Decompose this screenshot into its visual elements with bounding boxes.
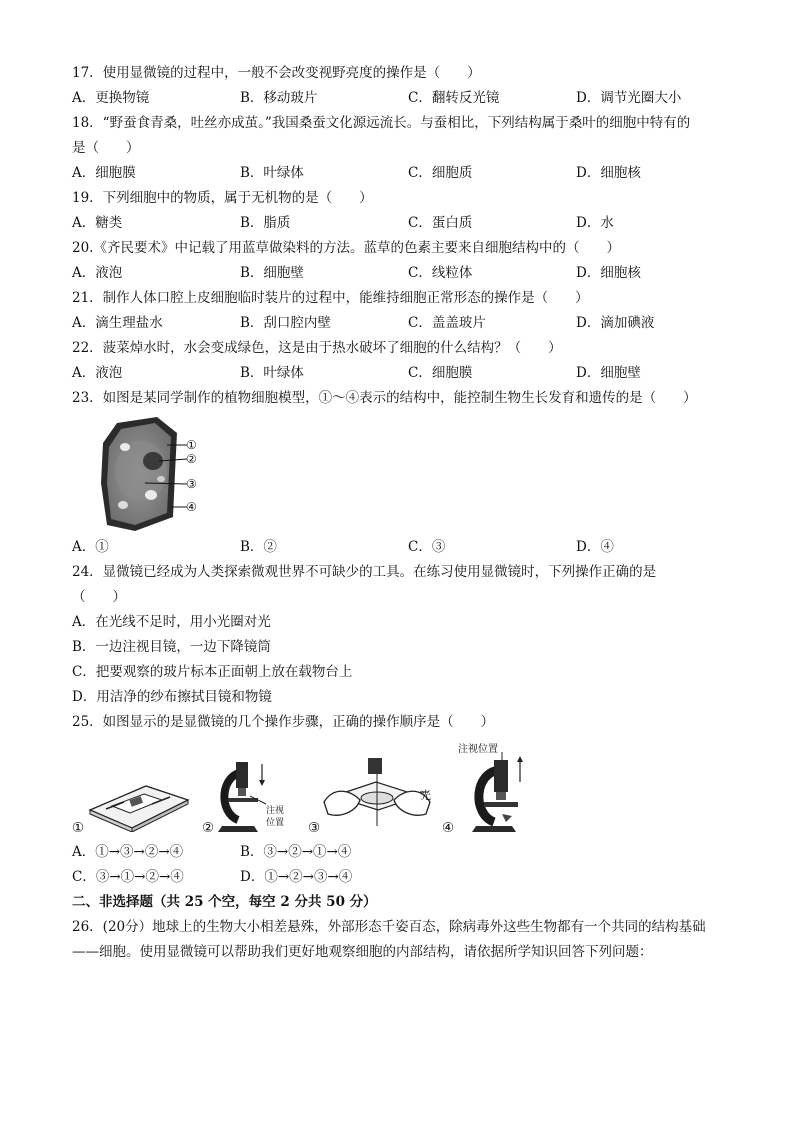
q25-fig2-text-position: 位置	[266, 818, 285, 828]
q17-option-b[interactable]: B．移动玻片	[240, 90, 318, 106]
q23-option-a[interactable]: A．①	[72, 539, 109, 555]
q25-figure-label-1: ①	[72, 820, 85, 836]
q18-option-a[interactable]: A．细胞膜	[72, 165, 136, 181]
q24-stem-line1: 24．显微镜已经成为人类探索微观世界不可缺少的工具。在练习使用显微镜时，下列操作正确的是	[72, 564, 657, 580]
q24-option-b[interactable]: B．一边注视目镜，一边下降镜筒	[72, 639, 271, 655]
q17-option-c[interactable]: C．翻转反光镜	[408, 90, 500, 106]
q25-option-d[interactable]: D．①→②→③→④	[240, 869, 353, 885]
q18-option-b[interactable]: B．叶绿体	[240, 165, 304, 181]
q25-fig3-text-light: 光	[420, 789, 431, 802]
q23-figure-label-2: ②	[186, 452, 197, 466]
microscope-observe-figure	[466, 752, 532, 832]
q25-figure-label-3: ③	[308, 820, 321, 836]
q23-option-c[interactable]: C．③	[408, 539, 446, 555]
q25-fig4-text-watch-position: 注视位置	[458, 744, 498, 755]
q19-option-d[interactable]: D．水	[576, 215, 614, 231]
q21-option-b[interactable]: B．刮口腔内壁	[240, 315, 331, 331]
q25-figure-label-4: ④	[442, 820, 455, 836]
q24-stem-line2: （ ）	[72, 589, 126, 605]
q17-stem: 17．使用显微镜的过程中，一般不会改变视野亮度的操作是（ ）	[72, 65, 481, 81]
q19-stem: 19．下列细胞中的物质，属于无机物的是（ ）	[72, 190, 373, 206]
q20-stem: 20.《齐民要术》中记载了用蓝草做染料的方法。蓝草的色素主要来自细胞结构中的（ ）	[72, 240, 620, 256]
q23-figure-label-3: ③	[186, 477, 197, 491]
q20-option-a[interactable]: A．液泡	[72, 265, 123, 281]
section-heading-non-choice: 二、非选择题（共 25 个空，每空 2 分共 50 分）	[72, 894, 377, 910]
q25-stem: 25．如图显示的是显微镜的几个操作步骤，正确的操作顺序是（ ）	[72, 714, 495, 730]
q24-option-c[interactable]: C．把要观察的玻片标本正面朝上放在载物台上	[72, 664, 353, 680]
q25-option-c[interactable]: C．③→①→②→④	[72, 869, 184, 885]
q25-option-a[interactable]: A．①→③→②→④	[72, 844, 184, 860]
q20-option-c[interactable]: C．线粒体	[408, 265, 473, 281]
q23-stem: 23．如图是某同学制作的植物细胞模型，①～④表示的结构中，能控制生物生长发育和遗传的是（ ）	[72, 390, 697, 406]
q19-option-a[interactable]: A．糖类	[72, 215, 123, 231]
q25-fig2-text-watch: 注视	[266, 806, 285, 816]
q17-option-d[interactable]: D．调节光圈大小	[576, 90, 682, 106]
q23-figure-label-4: ④	[186, 500, 197, 514]
q19-option-b[interactable]: B．脂质	[240, 215, 291, 231]
q19-option-c[interactable]: C．蛋白质	[408, 215, 473, 231]
q18-option-d[interactable]: D．细胞核	[576, 165, 641, 181]
q21-option-d[interactable]: D．滴加碘液	[576, 315, 655, 331]
q22-option-a[interactable]: A．液泡	[72, 365, 123, 381]
slide-stage-figure	[86, 780, 190, 832]
plant-cell-model-figure	[95, 413, 210, 535]
q25-option-b[interactable]: B．③→②→①→④	[240, 844, 352, 860]
q22-option-c[interactable]: C．细胞膜	[408, 365, 473, 381]
q20-option-d[interactable]: D．细胞核	[576, 265, 641, 281]
q18-option-c[interactable]: C．细胞质	[408, 165, 473, 181]
q24-option-d[interactable]: D．用洁净的纱布擦拭目镜和物镜	[72, 689, 272, 705]
q22-option-d[interactable]: D．细胞壁	[576, 365, 641, 381]
q18-stem-line2: 是（ ）	[72, 140, 140, 156]
q20-option-b[interactable]: B．细胞壁	[240, 265, 304, 281]
microscope-side-figure	[214, 760, 274, 832]
q23-figure-label-1: ①	[186, 438, 197, 452]
q21-stem: 21．制作人体口腔上皮细胞临时装片的过程中，能维持细胞正常形态的操作是（ ）	[72, 290, 589, 306]
q21-option-a[interactable]: A．滴生理盐水	[72, 315, 163, 331]
q22-stem: 22．菠菜焯水时，水会变成绿色，这是由于热水破坏了细胞的什么结构？（ ）	[72, 340, 562, 356]
q24-option-a[interactable]: A．在光线不足时，用小光圈对光	[72, 614, 271, 630]
q21-option-c[interactable]: C．盖盖玻片	[408, 315, 486, 331]
hands-slide-light-figure	[320, 756, 434, 830]
q23-option-b[interactable]: B．②	[240, 539, 277, 555]
q23-option-d[interactable]: D．④	[576, 539, 614, 555]
q26-stem-line2: ——细胞。使用显微镜可以帮助我们更好地观察细胞的内部结构，请依据所学知识回答下列问题：	[72, 944, 653, 960]
q26-stem-line1: 26．(20分）地球上的生物大小相差悬殊，外部形态千姿百态，除病毒外这些生物都有一个共同的结构基础	[72, 919, 706, 935]
q18-stem-line1: 18．“野蚕食青桑，吐丝亦成茧。”我国桑蚕文化源远流长。与蚕相比，下列结构属于桑叶的细胞中特有的	[72, 115, 691, 131]
q22-option-b[interactable]: B．叶绿体	[240, 365, 304, 381]
q25-figure-label-2: ②	[202, 820, 215, 836]
q17-option-a[interactable]: A．更换物镜	[72, 90, 150, 106]
